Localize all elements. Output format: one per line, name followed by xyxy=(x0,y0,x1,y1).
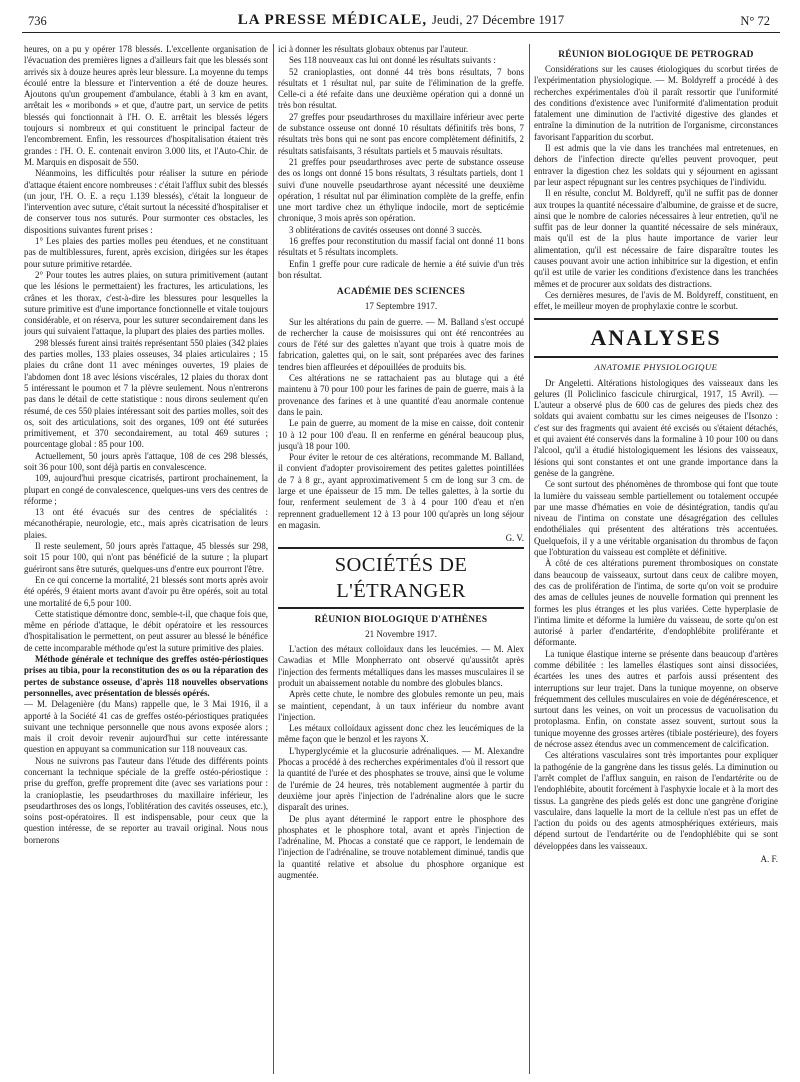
paragraph: Le pain de guerre, au moment de la mise en caisse, doit contenir 10 à 12 pour 100 d'eau. Il en renferme en général beaucoup plus, jusqu'à 18 pour 100. xyxy=(278,418,524,451)
column-divider xyxy=(529,44,530,1074)
paragraph: 16 greffes pour reconstitution du massif facial ont donné 11 bons résultats et 5 résultats incomplets. xyxy=(278,236,524,258)
paragraph: L'action des métaux colloïdaux dans les leucémies. — M. Alex Cawadias et Mlle Monpherrato ont observé qu'aussitôt après l'injection des ferments métalliques dans les masses musculaires il se produit un abaissement notable du nombre des globules blancs. xyxy=(278,644,524,688)
column-2 xyxy=(278,44,524,1074)
section-heading: 17 Septembre 1917. xyxy=(364,301,438,312)
paragraph: En ce qui concerne la mortalité, 21 blessés sont morts après avoir été opérés, 9 étaient morts avant d'avoir pu être opérés, soit au total une mortalité de 6,5 pour 100. xyxy=(24,574,268,608)
paragraph: Ses 118 nouveaux cas lui ont donné les résultats suivants : xyxy=(289,55,496,66)
paragraph: heures, on a pu y opérer 178 blessés. L'excellente organisation de l'évacuation des premières lignes a d'ailleurs fait que les blessés sont arrivés six à douze heures après leur blessure. La moyenne du temps écoulé entre la blessure et l'intervention a été de douze heures. Ajoutons qu'un groupement d'ambulance, établi à 3 km en avant, arrêtait les « moribonds » et que, d'autre part, un service de petits blessés qui fonctionnait à l'H. O. E. arrêtait les blessés légers toujours si nombreux et qui constituent le principal facteur de l'encombrement. Enfin, les ressources d'hospitalisation étaient très grandes : l'H. O. E. contenait environ 3.000 lits, et l'Auto-Chir. de M. Marquis en disposait de 550. xyxy=(24,44,268,167)
paragraph: Pour éviter le retour de ces altérations, recommande M. Balland, il convient d'adopter provisoirement des petites galettes pointillées de 7 à 8 gr., ayant approximativement 5 cm de long sur 3 cm. de large et une épaisseur de 15 mm. De telles galettes, à la sortie du four, renferment seulement de 3 à 4 pour 100 d'eau et n'en reprennent graduellement 12 à 13 pour 100 qu'après un long séjour en magasin. xyxy=(278,452,524,530)
newspaper-page xyxy=(22,0,780,1082)
page-header xyxy=(22,6,780,33)
author-signature: A. F. xyxy=(760,854,778,865)
paragraph: De plus ayant déterminé le rapport entre le phosphore des phosphates et le phosphore total, avant et après l'injection de l'adrénaline, M. Phocas a constaté que ce rapport, le lendemain de l'injection de l'adrénaline, se trouve notablement diminué, tandis que la quantité relative et absolue du phosphore organique est augmentée. xyxy=(278,813,524,881)
column-3 xyxy=(534,44,778,1074)
paragraph: 109, aujourd'hui presque cicatrisés, partiront prochainement, la plupart en congé de convalescence, quelques-uns vers des centres de réforme ; xyxy=(24,473,268,506)
paragraph: Néanmoins, les difficultés pour réaliser la suture en période d'attaque étaient encore nombreuses : c'était l'afflux subit des blessés (un jour, l'H. O. E. a reçu 1.139 blessés), c'était la longueur de l'intervention avec suture, c'était surtout la nécessité d'hospitaliser et de conserver tous nos suturés. Pour surmonter ces obstacles, les dispositions suivantes furent prises : xyxy=(24,168,268,235)
section-heading: ANALYSES xyxy=(534,318,778,358)
paragraph: 1° Les plaies des parties molles peu étendues, et ne constituant pas de multiblessures, furent, après excision, dirigées sur les étapes pour suture primitive retardée. xyxy=(24,236,268,269)
author-signature: G. V. xyxy=(505,533,524,544)
paragraph: 2° Pour toutes les autres plaies, on sutura primitivement (autant que les lésions le permettaient) les fractures, les articulations, les crânes et les thorax, c'est-à-dire les blessures pour lesquelles la suture primitive est d'une importance fonctionnelle et vitale toujours considérable, et on réserva, pour les suturer secondairement dans les jours qui suivaient l'attaque, la plupart des plaies des parties molles. xyxy=(24,269,268,337)
paragraph: Actuellement, 50 jours après l'attaque, 108 de ces 298 blessés, soit 36 pour 100, sont déjà partis en convalescence. xyxy=(24,450,268,472)
paragraph: Nous ne suivrons pas l'auteur dans l'étude des différents points concernant la technique spéciale de la greffe ostéo-périostique : prise du greffon, greffe proprement dite (avec ses variations pour : la cranioplastie, les pseudarthroses du maxillaire inférieur, les pseudarthroses des os longs, l'oblitération des cavités osseuses, etc.), soins post-opératoires. Il est indispensable, pour ceux que la question intéresse, de se reporter au travail original. Nous nous bornerons xyxy=(24,755,268,845)
paragraph: Dr Angeletti. Altérations histologiques des vaisseaux dans les gelures (Il Policlinico fascicule chirurgical, 1917, 15 Avril). — L'auteur a observé plus de 600 cas de gelures des pieds chez des soldats qui avaient combattu sur les cimes neigeuses de l'Isonzo : c'est sur des fragments qui avaient été excisés ou s'étaient détachés, et qui avaient été conservés dans la formaline à 10 pour 100 ou dans l'alcool, qu'il a étudié histologiquement les lésions des vaisseaux, lésions qui sont constantes et ont une grande importance dans la genèse de la gangrène. xyxy=(534,377,778,478)
issue-date: Jeudi, 27 Décembre 1917 xyxy=(431,13,565,27)
paragraph: Après cette chute, le nombre des globules remonte un peu, mais se maintient, cependant, à un taux inférieur du nombre avant l'injection. xyxy=(278,689,524,722)
paragraph: Il en résulte, conclut M. Boldyreff, qu'il ne suffit pas de donner aux troupes la quantité nécessaire d'albumine, de graisse et de sucre, ainsi que le nombre de calories nécessaires à leur entretien, qu'il ne suffit pas de leur donner la quantité nécessaire de sels minéraux, mais qu'il est de la plus haute importance de varier leur alimentation, qu'il est nécessaire de faire disparaître toutes les causes pouvant avoir une action inhibitrice sur la digestion, et enfin qu'il est utile de varier les conditions d'existence dans les tranchées mêmes et de procurer aux soldats des distractions. xyxy=(534,188,778,289)
paragraph: 52 cranioplasties, ont donné 44 très bons résultats, 7 bons résultats et 1 résultat nul, par suite de l'élimination de la greffe. Celle-ci a été refaite dans une deuxième opération qui a donné un très bon résultat. xyxy=(278,66,524,111)
paragraph: La tunique élastique interne se présente dans beaucoup d'artères comme débilitée : les lamelles élastiques sont ainsi dissociées, écartées les unes des autres et parfois aussi présentent des interruptions sur leur trajet. Dans la tunique moyenne, on observe fréquemment des cellules musculaires en voie de dégénérescence, et surtout dans les veines, on voit un processus de vacuolisation du protoplasma. Enfin, on constate assez souvent, surtout sous la tunique moyenne des grosses artères (tibiale postérieure), des foyers de nécrose assez étendus avec un commencement de calcification. xyxy=(534,648,778,750)
paragraph: ici à donner les résultats globaux obtenus par l'auteur. xyxy=(278,44,469,54)
column-divider xyxy=(273,44,274,1074)
section-heading: RÉUNION BIOLOGIQUE DE PETROGRAD xyxy=(558,50,754,60)
paragraph: Ces altérations ne se rattachaient pas au blutage qui a été maintenu à 70 pour 100 pour les farines de pain de guerre, mais à la provenance des farines et à une quantité d'eau anormale contenue dans le pain. xyxy=(278,373,524,417)
paragraph: 3 oblitérations de cavités osseuses ont donné 3 succès. xyxy=(289,224,482,235)
paragraph: Ce sont surtout des phénomènes de thrombose qui font que toute la lumière du vaisseau semble partiellement ou totalement occupée par une masse d'hématies en voie de désintégration, tandis qu'au niveau de l'intima on constate une désagrégation des cellules endothéliales qui présentent des altérations très accentuées. Quelquefois, il y a une véritable organisation du thrombus de façon que l'obturation du vaisseau est complète et définitive. xyxy=(534,479,778,558)
section-heading: ACADÉMIE DES SCIENCES xyxy=(336,287,466,298)
paragraph: Il est admis que la vie dans les tranchées mal entretenues, en dehors de l'infection directe qu'elles peuvent provoquer, peut entraver la digestion chez les soldats qui y séjournent en agissant par leur aspect répugnant sur les centres psychiques de l'individu. xyxy=(534,143,778,187)
column-1 xyxy=(24,44,268,1074)
section-heading: RÉUNION BIOLOGIQUE D'ATHÈNES xyxy=(314,614,488,625)
article-title: Méthode générale et technique des greffes ostéo-périostiques prises au tibia, pour la reconstitution des os ou la réparation des pertes de substance osseuse, d'après 118 nouvelles observations personnelles, avec présentation de blessés opérés. xyxy=(24,654,268,698)
page-number: 736 xyxy=(28,14,47,28)
paragraph: Enfin 1 greffe pour cure radicale de hernie a été suivie d'un très bon résultat. xyxy=(278,258,524,280)
section-heading: SOCIÉTÉS DE L'ÉTRANGER xyxy=(278,547,524,609)
section-heading: 21 Novembre 1917. xyxy=(365,628,437,639)
paragraph: Ces dernières mesures, de l'avis de M. Boldyreff, constituent, en effet, le meilleur moyen de prophylaxie contre le scorbut. xyxy=(534,289,778,312)
running-title xyxy=(22,12,780,29)
paragraph: 13 ont été évacués sur des centres de spécialités : mécanothérapie, neurologie, etc., mais après cicatrisation de leurs plaies. xyxy=(24,507,268,540)
paragraph: 21 greffes pour pseudarthroses avec perte de substance osseuse des os longs ont donné 15 bons résultats, 3 résultats partiels, dont 1 suivi d'une nouvelle pseudarthrose ayant nécessité une deuxième opération, 1 résultat nul par élimination complète de la greffe, enfin une mort tardive chez un éthylique indocile, mort de septicémie chronique, 3 mois après son opération. xyxy=(278,156,524,224)
paragraph: 298 blessés furent ainsi traités représentant 550 plaies (342 plaies des parties molles, 133 plaies osseuses, 34 plaies articulaires ; 15 plaies du crâne dont 11 avec méninges ouvertes, 19 plaies de l'abdomen dont 18 avec lésions viscérales, 12 plaies du thorax dont 5 intéressant le poumon et 7 la plèvre seulement. Nous n'entrerons pas dans le détail de cette statistique : nous dirons seulement qu'en résumé, de ces 550 plaies intéressant soit des parties molles, soit des os, soit des articulations, soit des organes, 109 ont été suturées primitivement, et 370 secondairement, au total 469 sutures ; pourcentage global : 85 pour 100. xyxy=(24,337,268,450)
paragraph: Cette statistique démontre donc, semble-t-il, que chaque fois que, même en période d'attaque, le débit opératoire et les ressources d'hospitalisation le permettent, on peut assurer au blessé le bénéfice de cette incomparable méthode qu'est la suture primitive des plaies. xyxy=(24,608,268,653)
paragraph: Considérations sur les causes étiologiques du scorbut tirées de l'expérimentation physiologique. — M. Boldyreff a procédé à des recherches expérimentales d'où il paraît ressortir que l'uniformité des conditions d'existence avec l'uniformité d'alimentation produit fatalement une diminution de l'activité digestive des glandes et entraîne la diminution de la nutrition de l'organisme, circonstances favorisant l'apparition du scorbut. xyxy=(534,63,778,142)
paragraph: Ces altérations vasculaires sont très importantes pour expliquer la pathogénie de la gangrène dans les tissus gelés. La diminution ou l'arrêt complet de l'afflux sanguin, en raison de l'endartérite ou de l'endophlébite, aboutit forcément à l'asphyxie locale et à la mort des tissus. La gangrène des pieds gelés est donc une gangrène d'origine vasculaire, dans laquelle la mort de la cellule n'est pas un effet de l'action du poids ou des agents atmosphériques extérieurs, mais dépend surtout de l'endartérite ou de l'endophlébite qui se sont développées dans les vaisseaux. xyxy=(534,750,778,851)
paragraph: 27 greffes pour pseudarthroses du maxillaire inférieur avec perte de substance osseuse ont donné 10 résultats définitifs très bons, 7 résultats très bons qui ne sont pas encore complètement définitifs, 2 résultats satisfaisants, 3 résultats partiels et 5 mauvais résultats. xyxy=(278,111,524,156)
paragraph: Les métaux colloïdaux agissent donc chez les leucémiques de la même façon que le benzol et les rayons X. xyxy=(278,723,524,745)
paragraph: À côté de ces altérations purement thrombosiques on constate dans beaucoup de vaisseaux, surtout dans ceux de calibre moyen, des cas de prolifération de l'intima, de sorte qu'on voit se produire des amas de cellules jeunes de nouvelle formation qui prennent les formes les plus étranges et les plus variées. Cette hyperplasie de l'intima limite et déforme la lumière du vaisseau, de sorte qu'on est autorisé à parler d'endartérite, d'endophlébite proliférante et déformante. xyxy=(534,558,778,648)
paragraph: Sur les altérations du pain de guerre. — M. Balland s'est occupé de rechercher la cause de moisissures qui ont été rencontrées au cours de l'été sur des galettes n'ayant que trois à quatre mois de fabrication, galettes qui, on le sait, sont préparées avec des farines tendres bien affleurées et dépouillées de produits bis. xyxy=(278,316,524,372)
paragraph: — M. Delagenière (du Mans) rappelle que, le 3 Mai 1916, il a apporté à la Société 41 cas de greffes ostéo-périostiques pratiquées suivant une technique personnelle que nous avons exposée alors ; mais il croit devoir revenir aujourd'hui sur cette intéressante question en appuyant sa communication sur 118 nouveaux cas. xyxy=(24,699,268,755)
section-heading: ANATOMIE PHYSIOLOGIQUE xyxy=(594,362,718,373)
paragraph: L'hyperglycémie et la glucosurie adrénaliques. — M. Alexandre Phocas a procédé à des recherches expérimentales d'où il ressort que la quantité de l'urée et des phosphates se trouve, ainsi que le volume de l'urémie de 24 heures, très notablement augmentée à partir du deuxième jour après l'injection de l'adrénaline alors que le sucre disparaît des urines. xyxy=(278,745,524,813)
issue-number: N° 72 xyxy=(740,14,770,28)
paragraph: Il reste seulement, 50 jours après l'attaque, 45 blessés sur 298, soit 15 pour 100, qui n'ont pas bénéficié de la suture ; la plupart guériront sans être suturés, quelques-uns d'entre eux pourront l'être. xyxy=(24,541,268,574)
journal-name: LA PRESSE MÉDICALE, xyxy=(237,12,428,28)
